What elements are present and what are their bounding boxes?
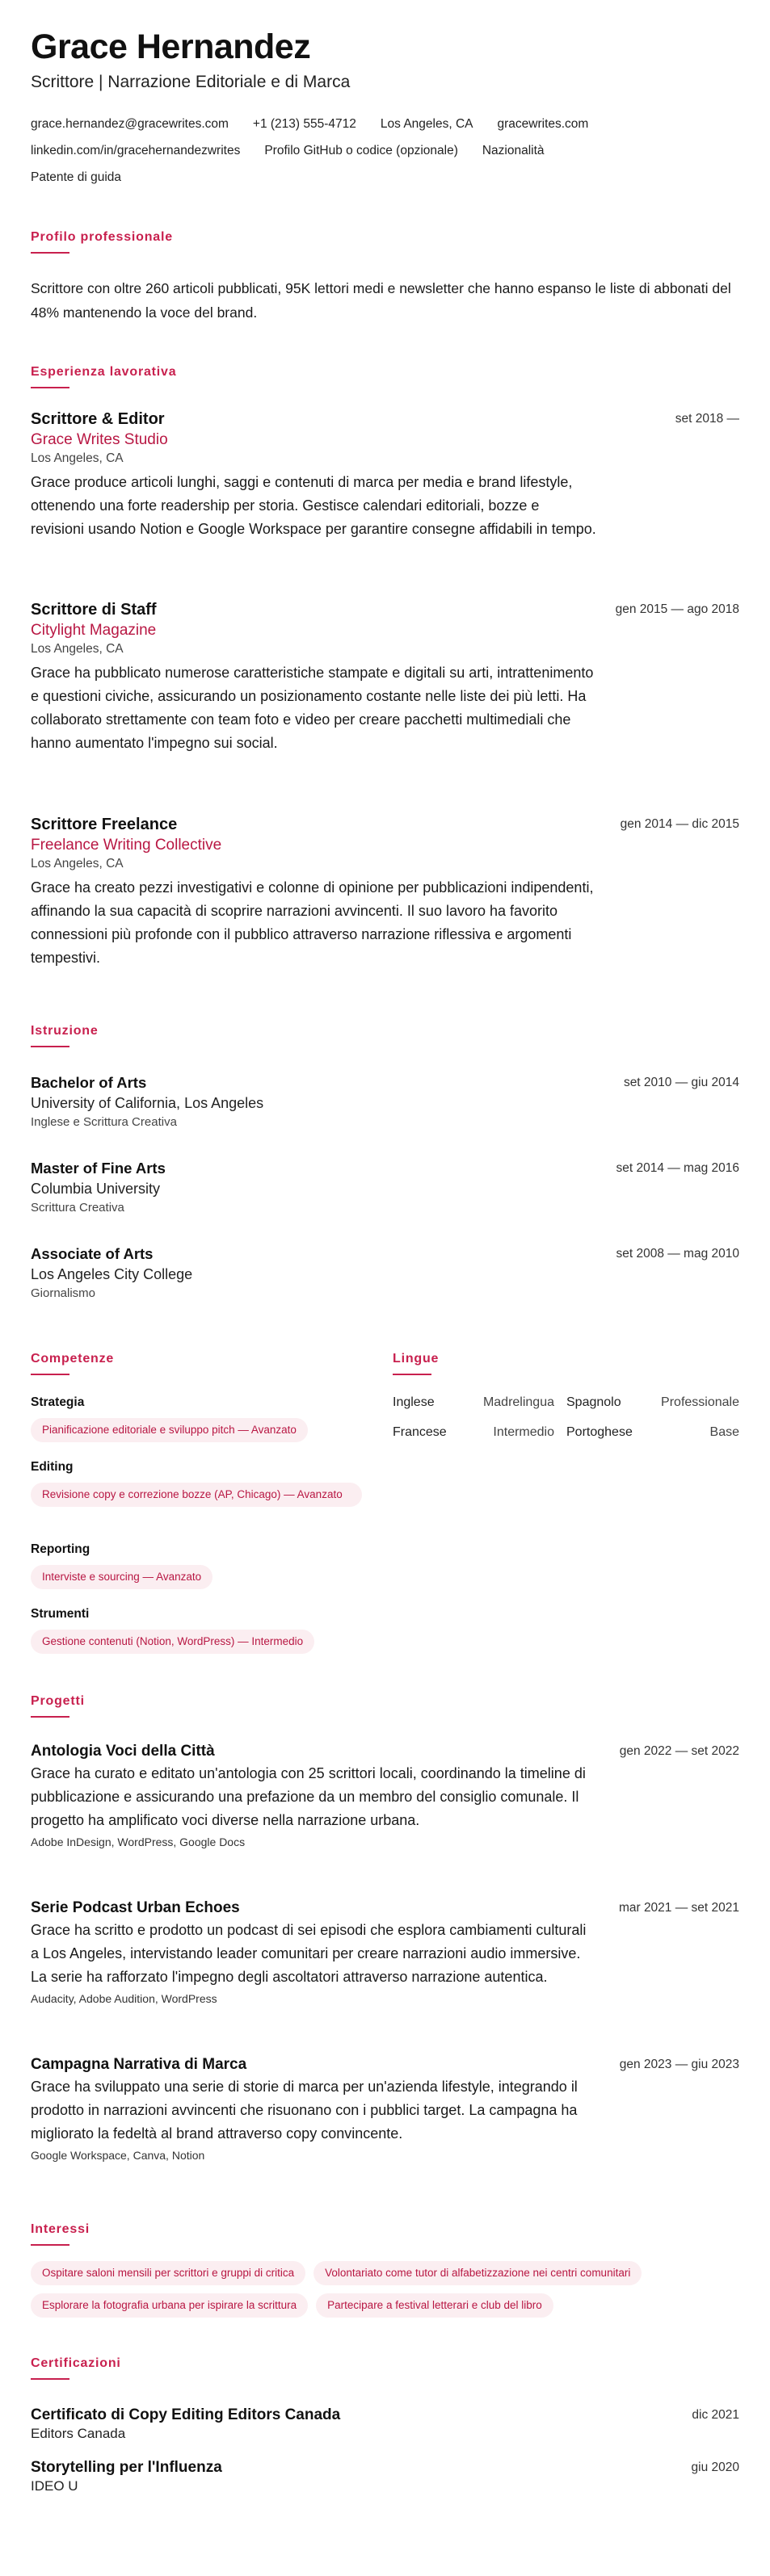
section-rule: [31, 252, 69, 254]
interest-pill: Volontariato come tutor di alfabetizzazione nei centri comunitari: [313, 2261, 642, 2285]
project-tech: Adobe InDesign, WordPress, Google Docs: [31, 1836, 246, 1848]
language-level: Madrelingua: [482, 1395, 554, 1409]
section-rule: [393, 1374, 431, 1375]
job-description: Grace ha pubblicato numerose caratteristiche stampate e digitali su arti, intrattenimento e questioni civiche, assicurando un posizionamento costante nelle liste dei più letti. Ha collaborato strettamente con team foto e video per creare pacchetti multimediali che hanno aumentato l'impegno sui social.: [31, 665, 594, 751]
job-title: Scrittore Freelance: [31, 816, 178, 833]
section-title-education: Istruzione: [31, 1024, 99, 1038]
job-title: Scrittore & Editor: [31, 410, 165, 428]
section-rule: [31, 1716, 69, 1718]
edu-date: set 2014 — mag 2016: [616, 1161, 739, 1175]
edu-degree: Master of Fine Arts: [31, 1160, 166, 1177]
contact-line-1: [31, 117, 612, 132]
edu-field: Scrittura Creativa: [31, 1201, 124, 1215]
section-title-experience: Esperienza lavorativa: [31, 365, 177, 379]
section-title-languages: Lingue: [393, 1352, 440, 1366]
job-company: Grace Writes Studio: [31, 431, 168, 448]
edu-date: set 2008 — mag 2010: [616, 1247, 739, 1261]
edu-institution: Columbia University: [31, 1181, 161, 1197]
candidate-role: Scrittore | Narrazione Editoriale e di Marca: [31, 73, 351, 91]
skill-group: [31, 1542, 370, 1589]
experience-entry: [31, 816, 739, 970]
language-level: Intermedio: [493, 1425, 554, 1439]
certification-entry: [31, 2406, 739, 2442]
section-rule: [31, 387, 69, 388]
language-item: [566, 1425, 739, 1440]
edu-institution: University of California, Los Angeles: [31, 1095, 264, 1111]
contact-linkedin[interactable]: linkedin.com/in/gracehernandezwrites: [31, 144, 241, 157]
project-tech: Google Workspace, Canva, Notion: [31, 2149, 205, 2162]
cert-date: giu 2020: [691, 2461, 739, 2474]
skill-pill: Gestione contenuti (Notion, WordPress) — Intermedio: [31, 1630, 314, 1654]
project-entry: [31, 1743, 739, 1848]
section-title-interests: Interessi: [31, 2222, 90, 2236]
contact-nationality: Nazionalità: [482, 144, 545, 157]
cert-issuer: IDEO U: [31, 2478, 78, 2494]
edu-degree: Bachelor of Arts: [31, 1074, 147, 1091]
language-name: Portoghese: [566, 1425, 633, 1439]
job-description: Grace produce articoli lunghi, saggi e contenuti di marca per media e brand lifestyle, ottenendo una forte readership per storia. Gestisce calendari editoriali, bozze e revisioni usando Notion e Google Workspace per garantire consegne affidabili in tempo.: [31, 474, 596, 537]
project-date: gen 2023 — giu 2023: [619, 2058, 739, 2071]
contact-line-2: [31, 144, 569, 158]
project-description: Grace ha sviluppato una serie di storie di marca per un'azienda lifestyle, integrando il prodotto in narrazioni avvincenti che risuonano con i pubblici target. La campagna ha migliorato la fedeltà al brand attraverso copy convincente.: [31, 2079, 578, 2142]
certification-entry: [31, 2459, 739, 2494]
job-company: Freelance Writing Collective: [31, 837, 222, 854]
interest-pill: Esplorare la fotografia urbana per ispirare la scrittura: [31, 2293, 308, 2318]
education-entry: [31, 1160, 739, 1215]
language-name: Inglese: [393, 1395, 435, 1409]
job-description: Grace ha creato pezzi investigativi e colonne di opinione per pubblicazioni indipendenti, affinando la sua capacità di scoprire narrazioni avvincenti. Il suo lavoro ha favorito connessioni più profonde con il pubblico attraverso narrazione riflessiva e argomenti tempestivi.: [31, 879, 594, 966]
cert-title: Storytelling per l'Influenza: [31, 2459, 222, 2476]
skill-group: [31, 1395, 370, 1442]
contact-email[interactable]: grace.hernandez@gracewrites.com: [31, 117, 229, 131]
project-entry: [31, 2056, 739, 2162]
section-title-profile: Profilo professionale: [31, 230, 173, 244]
contact-line-3: [31, 170, 145, 185]
job-date: gen 2015 — ago 2018: [615, 602, 739, 616]
job-location: Los Angeles, CA: [31, 451, 124, 465]
edu-field: Giornalismo: [31, 1286, 96, 1300]
language-name: Francese: [393, 1425, 447, 1439]
language-name: Spagnolo: [566, 1395, 621, 1409]
project-title: Serie Podcast Urban Echoes: [31, 1899, 240, 1916]
cert-title: Certificato di Copy Editing Editors Canada: [31, 2406, 341, 2423]
project-date: gen 2022 — set 2022: [619, 1744, 739, 1758]
section-title-certifications: Certificazioni: [31, 2356, 121, 2370]
skill-group: [31, 1460, 370, 1507]
project-entry: [31, 1899, 739, 2005]
experience-entry: [31, 410, 739, 541]
edu-degree: Associate of Arts: [31, 1245, 154, 1262]
profile-summary: Scrittore con oltre 260 articoli pubblicati, 95K lettori medi e newsletter che hanno espanso le liste di abbonati del 48% mantenendo la voce del brand.: [31, 280, 731, 321]
job-company: Citylight Magazine: [31, 622, 157, 639]
interests-row: [31, 2261, 650, 2285]
candidate-name: Grace Hernandez: [31, 27, 311, 66]
edu-institution: Los Angeles City College: [31, 1266, 193, 1282]
job-location: Los Angeles, CA: [31, 857, 124, 871]
contact-driving-license: Patente di guida: [31, 170, 122, 184]
project-description: Grace ha curato e editato un'antologia con 25 scrittori locali, coordinando la timeline di pubblicazione e assicurando una prefazione da un membro del consiglio comunale. Il progetto ha amplificato voci diverse nella narrazione urbana.: [31, 1765, 586, 1828]
experience-entry: [31, 601, 739, 755]
contact-github[interactable]: Profilo GitHub o codice (opzionale): [264, 144, 458, 157]
project-description: Grace ha scritto e prodotto un podcast di sei episodi che esplora cambiamenti culturali a Los Angeles, intervistando leader comunitari per creare narrazioni audio immersive. La serie ha rafforzato l'impegno degli ascoltatori attraverso narrazione autentica.: [31, 1922, 587, 1985]
skill-pill: Interviste e sourcing — Avanzato: [31, 1565, 212, 1589]
project-tech: Audacity, Adobe Audition, WordPress: [31, 1992, 217, 2005]
skill-group: [31, 1607, 370, 1654]
language-level: Professionale: [661, 1395, 739, 1409]
edu-date: set 2010 — giu 2014: [623, 1076, 739, 1089]
skill-pill: Pianificazione editoriale e sviluppo pitch — Avanzato: [31, 1418, 308, 1442]
skill-category: Reporting: [31, 1542, 90, 1556]
project-date: mar 2021 — set 2021: [618, 1901, 739, 1915]
edu-field: Inglese e Scrittura Creativa: [31, 1115, 177, 1129]
job-date: gen 2014 — dic 2015: [620, 817, 739, 831]
section-rule: [31, 1046, 69, 1047]
skill-category: Strategia: [31, 1395, 85, 1409]
skill-category: Editing: [31, 1460, 74, 1474]
language-item: [566, 1395, 739, 1410]
education-entry: [31, 1245, 739, 1300]
language-item: [393, 1425, 554, 1440]
interest-pill: Partecipare a festival letterari e club del libro: [316, 2293, 553, 2318]
language-level: Base: [709, 1425, 739, 1439]
interest-pill: Ospitare saloni mensili per scrittori e gruppi di critica: [31, 2261, 305, 2285]
project-title: Campagna Narrativa di Marca: [31, 2056, 247, 2073]
job-title: Scrittore di Staff: [31, 601, 157, 619]
section-title-skills: Competenze: [31, 1352, 115, 1366]
contact-website[interactable]: gracewrites.com: [497, 117, 589, 131]
cert-date: dic 2021: [692, 2408, 739, 2422]
job-location: Los Angeles, CA: [31, 642, 124, 656]
job-date: set 2018 —: [675, 412, 739, 426]
skill-pill: Revisione copy e correzione bozze (AP, Chicago) — Avanzato: [31, 1483, 362, 1507]
project-title: Antologia Voci della Città: [31, 1743, 215, 1760]
section-rule: [31, 1374, 69, 1375]
language-item: [393, 1395, 554, 1410]
cert-issuer: Editors Canada: [31, 2426, 126, 2441]
section-rule: [31, 2378, 69, 2380]
contact-location: Los Angeles, CA: [380, 117, 473, 131]
education-entry: [31, 1074, 739, 1129]
section-rule: [31, 2244, 69, 2246]
section-title-projects: Progetti: [31, 1694, 85, 1708]
contact-phone[interactable]: +1 (213) 555-4712: [252, 117, 356, 131]
skill-category: Strumenti: [31, 1607, 90, 1621]
interests-row: [31, 2293, 562, 2318]
